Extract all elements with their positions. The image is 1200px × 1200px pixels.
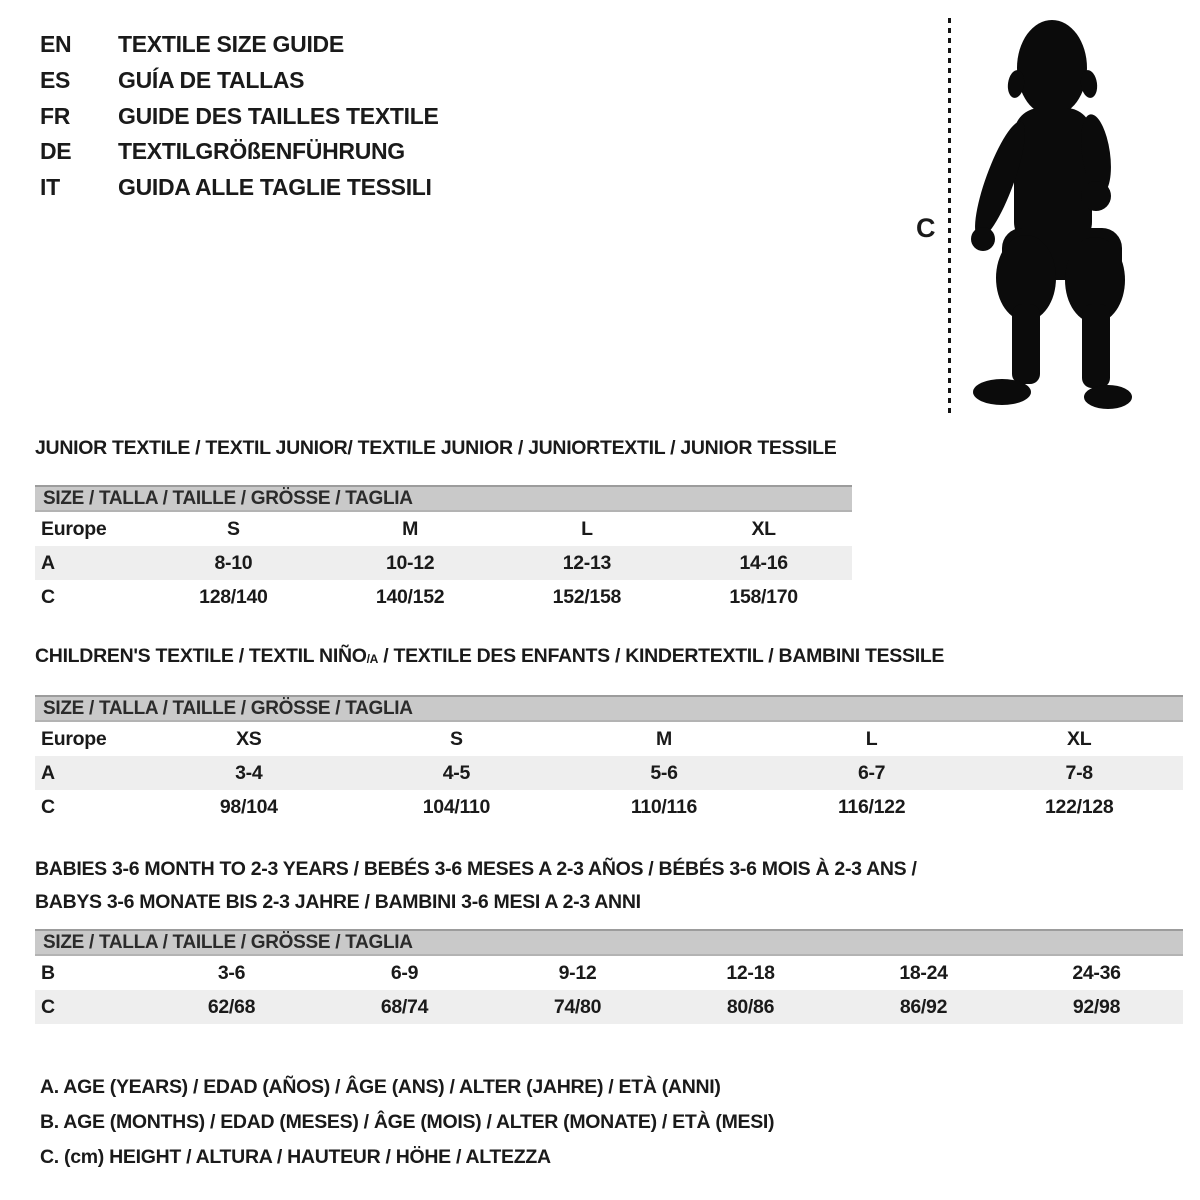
table-cell: 12-13	[562, 551, 612, 574]
table-cell: 110/116	[630, 795, 698, 818]
table-cell: 98/104	[219, 795, 278, 818]
table-cell: L	[581, 517, 593, 540]
guide-title-fr: GUIDE DES TAILLES TEXTILE	[118, 102, 439, 129]
table-cell: 68/74	[380, 995, 429, 1018]
table-cell: 128/140	[199, 585, 268, 608]
height-figure	[0, 0, 1200, 440]
table-cell: 158/170	[729, 585, 798, 608]
legend-line-b: B. AGE (MONTHS) / EDAD (MESES) / ÂGE (MOIS) / ALTER (MONATE) / ETÀ (MESI)	[40, 1111, 775, 1133]
row-label: A	[41, 551, 55, 574]
table-cell: 122/128	[1045, 795, 1114, 818]
row-label: C	[41, 585, 55, 608]
height-dashed-line	[948, 18, 951, 415]
table-cell: 3-4	[235, 761, 263, 784]
table-cell: 116/122	[837, 795, 906, 818]
table-cell: 6-7	[857, 761, 886, 784]
lang-code-en: EN	[40, 31, 72, 58]
junior-section-title: JUNIOR TEXTILE / TEXTIL JUNIOR/ TEXTILE JUNIOR / JUNIORTEXTIL / JUNIOR TESSILE	[35, 437, 837, 459]
table-row-europe	[35, 722, 1183, 756]
size-table-header: SIZE / TALLA / TAILLE / GRÖSSE / TAGLIA	[35, 485, 852, 512]
table-cell: 104/110	[422, 795, 491, 818]
guide-title-es: GUÍA DE TALLAS	[118, 67, 305, 94]
table-cell: 86/92	[899, 995, 948, 1018]
table-cell: S	[450, 727, 463, 750]
row-label: B	[41, 961, 55, 984]
lang-code-it: IT	[40, 174, 60, 201]
table-row-height	[35, 990, 1183, 1024]
guide-title-en: TEXTILE SIZE GUIDE	[118, 31, 344, 58]
toddler-silhouette-icon	[968, 16, 1134, 416]
table-row-age	[35, 546, 852, 580]
table-cell: XL	[751, 517, 776, 540]
guide-title-it: GUIDA ALLE TAGLIE TESSILI	[118, 174, 432, 201]
babies-title-line-2: BABYS 3-6 MONATE BIS 2-3 JAHRE / BAMBINI 3-6 MESI A 2-3 ANNI	[35, 891, 641, 913]
table-row-europe	[35, 512, 852, 546]
lang-code-fr: FR	[40, 102, 71, 129]
table-cell: 4-5	[442, 761, 471, 784]
section-babies	[35, 853, 1183, 1024]
section-junior	[35, 437, 852, 614]
table-cell: XS	[236, 727, 262, 750]
table-cell: 152/158	[552, 585, 622, 608]
height-line-label: C	[916, 213, 936, 243]
table-row-height	[35, 580, 852, 614]
table-cell: 140/152	[375, 585, 445, 608]
table-cell: 74/80	[553, 995, 602, 1018]
children-title-prefix: CHILDREN'S TEXTILE / TEXTIL NIÑO	[35, 645, 367, 667]
lang-code-es: ES	[40, 67, 71, 94]
table-cell: 10-12	[385, 551, 435, 574]
size-table-header: SIZE / TALLA / TAILLE / GRÖSSE / TAGLIA	[35, 929, 1183, 956]
babies-title-line-1: BABIES 3-6 MONTH TO 2-3 YEARS / BEBÉS 3-6 MESES A 2-3 AÑOS / BÉBÉS 3-6 MOIS À 2-3 ANS /	[35, 858, 917, 880]
table-cell: L	[865, 727, 878, 750]
table-row-height	[35, 790, 1183, 824]
table-cell: 80/86	[726, 995, 775, 1018]
row-label: Europe	[41, 517, 107, 540]
table-cell: M	[402, 517, 419, 540]
legend-block	[40, 1070, 774, 1175]
table-cell: 9-12	[558, 961, 597, 984]
legend-line-a: A. AGE (YEARS) / EDAD (AÑOS) / ÂGE (ANS) / ALTER (JAHRE) / ETÀ (ANNI)	[40, 1076, 721, 1098]
table-cell: 92/98	[1072, 995, 1121, 1018]
section-children	[35, 645, 1183, 824]
row-label: C	[41, 795, 55, 818]
table-cell: 7-8	[1065, 761, 1093, 784]
table-cell: 6-9	[390, 961, 419, 984]
children-size-table	[35, 695, 1183, 824]
guide-title-de: TEXTILGRÖßENFÜHRUNG	[118, 138, 405, 165]
table-row-months	[35, 956, 1183, 990]
children-title-subscript: /A	[366, 652, 379, 667]
lang-code-de: DE	[40, 138, 72, 165]
table-cell: 18-24	[899, 961, 948, 984]
row-label: Europe	[41, 727, 107, 750]
babies-size-table	[35, 929, 1183, 1024]
size-table-header: SIZE / TALLA / TAILLE / GRÖSSE / TAGLIA	[35, 695, 1183, 722]
table-cell: 12-18	[726, 961, 775, 984]
table-cell: 24-36	[1072, 961, 1121, 984]
children-title-suffix: / TEXTILE DES ENFANTS / KINDERTEXTIL / BAMBINI TESSILE	[378, 645, 945, 667]
junior-size-table	[35, 485, 852, 614]
table-cell: XL	[1067, 727, 1092, 750]
table-cell: S	[227, 517, 240, 540]
row-label: A	[41, 761, 55, 784]
table-cell: 5-6	[650, 761, 678, 784]
table-cell: 3-6	[217, 961, 246, 984]
table-cell: 8-10	[214, 551, 253, 574]
table-cell: 14-16	[739, 551, 788, 574]
table-cell: 62/68	[207, 995, 256, 1018]
table-row-age	[35, 756, 1183, 790]
children-section-title	[35, 645, 1183, 669]
legend-line-c: C. (cm) HEIGHT / ALTURA / HAUTEUR / HÖHE / ALTEZZA	[40, 1146, 551, 1168]
row-label: C	[41, 995, 55, 1018]
table-cell: M	[656, 727, 672, 750]
